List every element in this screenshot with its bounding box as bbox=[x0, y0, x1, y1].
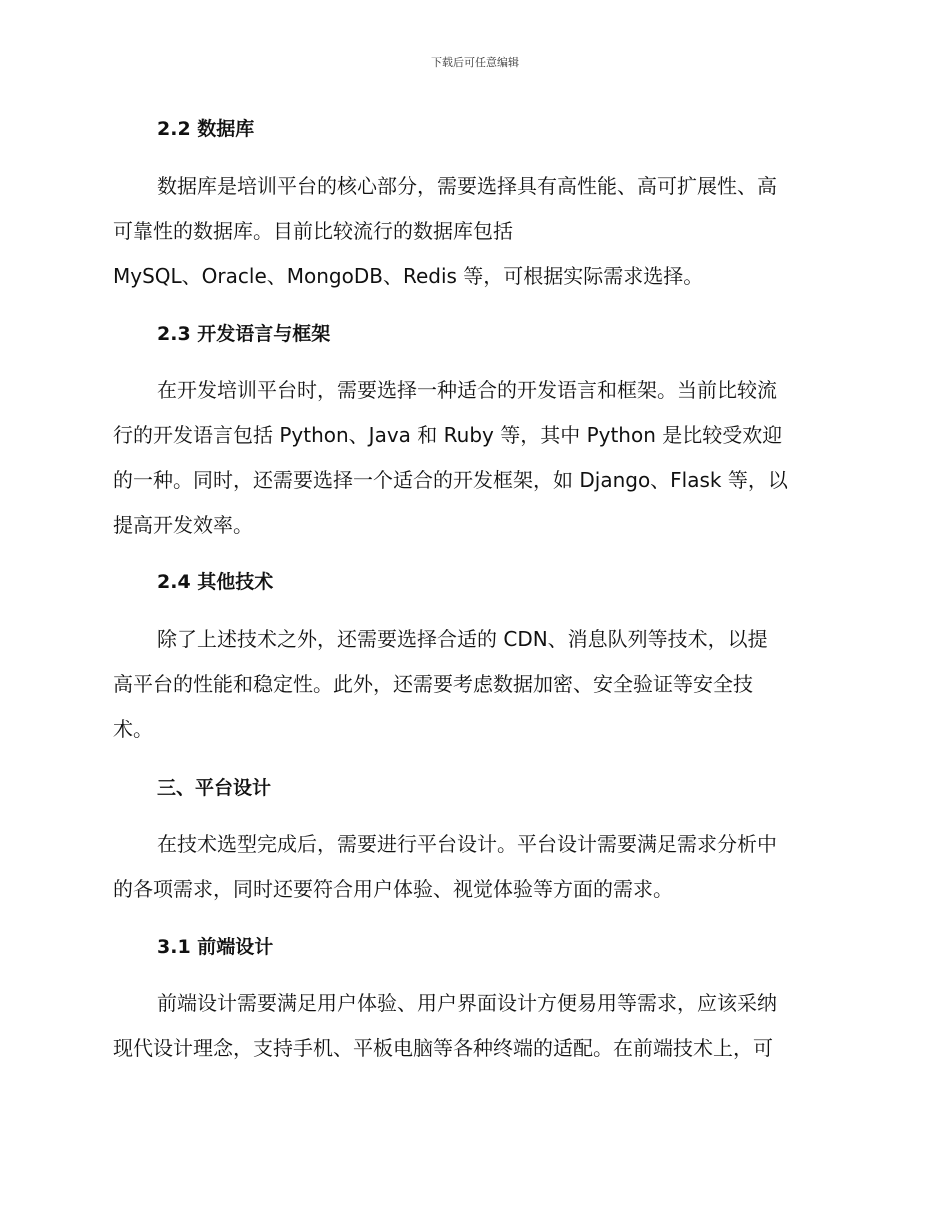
paragraph-3-1 bbox=[113, 981, 837, 1071]
section-heading-3-1: 3.1 前端设计 bbox=[157, 936, 274, 958]
section-heading-3: 三、平台设计 bbox=[157, 777, 272, 799]
paragraph-line: 高平台的性能和稳定性。此外，还需要考虑数据加密、安全验证等安全技 bbox=[113, 672, 753, 696]
paragraph-2-4 bbox=[113, 617, 837, 752]
section-heading-2-2: 2.2 数据库 bbox=[157, 118, 255, 140]
paragraph-line: MySQL、Oracle、MongoDB、Redis 等，可根据实际需求选择。 bbox=[113, 264, 704, 288]
paragraph-line: 术。 bbox=[113, 717, 153, 741]
paragraph-line: 行的开发语言包括 Python、Java 和 Ruby 等，其中 Python 是比较受欢迎 bbox=[113, 423, 783, 447]
paragraph-line: 现代设计理念，支持手机、平板电脑等各种终端的适配。在前端技术上，可 bbox=[113, 1036, 773, 1060]
paragraph-2-3 bbox=[113, 368, 837, 548]
paragraph-2-2 bbox=[113, 164, 837, 299]
section-heading-2-3: 2.3 开发语言与框架 bbox=[157, 323, 331, 345]
paragraph-line: 除了上述技术之外，还需要选择合适的 CDN、消息队列等技术，以提 bbox=[157, 627, 768, 651]
paragraph-line: 数据库是培训平台的核心部分，需要选择具有高性能、高可扩展性、高 bbox=[157, 174, 777, 198]
paragraph-line: 提高开发效率。 bbox=[113, 513, 253, 537]
section-heading-2-4: 2.4 其他技术 bbox=[157, 571, 274, 593]
paragraph-line: 的一种。同时，还需要选择一个适合的开发框架，如 Django、Flask 等，以 bbox=[113, 468, 788, 492]
paragraph-line: 在技术选型完成后，需要进行平台设计。平台设计需要满足需求分析中 bbox=[157, 832, 777, 856]
paragraph-line: 在开发培训平台时，需要选择一种适合的开发语言和框架。当前比较流 bbox=[157, 378, 777, 402]
paragraph-line: 前端设计需要满足用户体验、用户界面设计方便易用等需求，应该采纳 bbox=[157, 991, 777, 1015]
paragraph-line: 可靠性的数据库。目前比较流行的数据库包括 bbox=[113, 219, 513, 243]
page-header: 下载后可任意编辑 bbox=[431, 56, 519, 69]
paragraph-line: 的各项需求，同时还要符合用户体验、视觉体验等方面的需求。 bbox=[113, 877, 673, 901]
paragraph-3 bbox=[113, 822, 837, 912]
